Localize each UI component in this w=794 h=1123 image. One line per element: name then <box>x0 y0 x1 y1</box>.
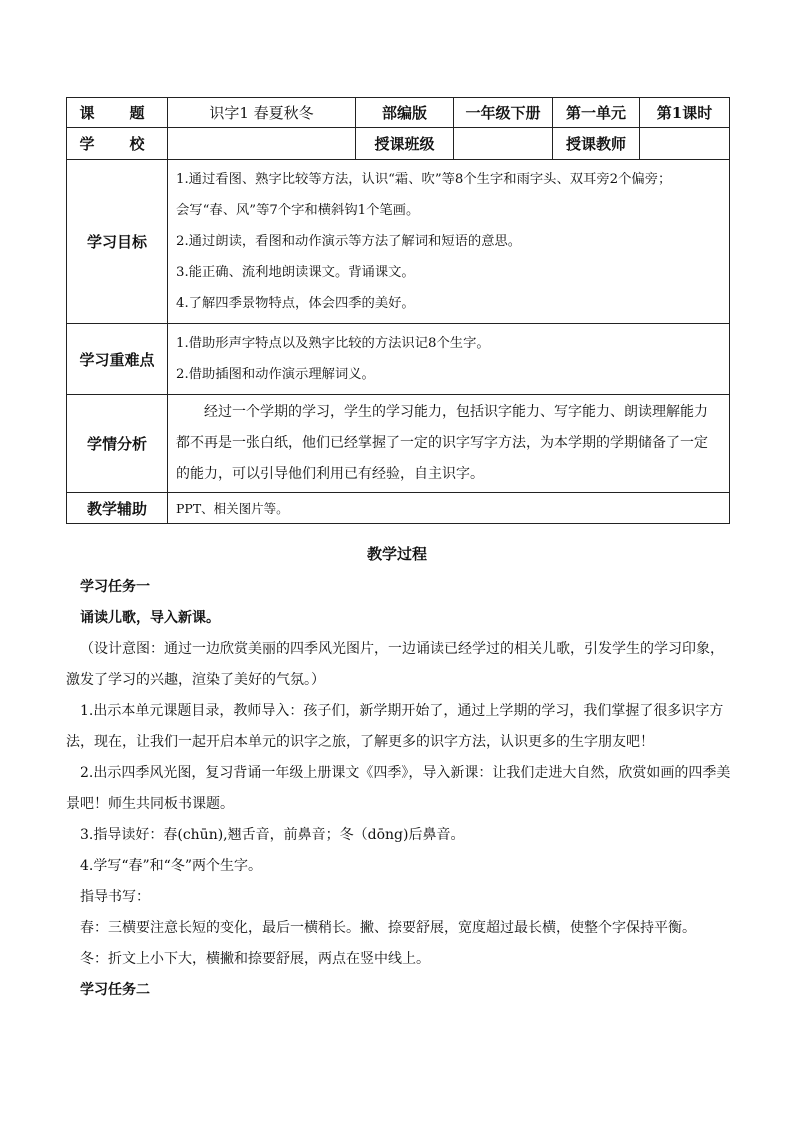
aids-text: PPT、相关图片等。 <box>168 493 730 524</box>
table-row-topic <box>67 98 730 128</box>
lesson-plan-table <box>66 97 730 524</box>
key-point-line: 2.借助插图和动作演示理解词义。 <box>176 367 375 382</box>
teacher-label: 授课教师 <box>553 128 640 160</box>
step-1: 1.出示本单元课题目录，教师导入：孩子们，新学期开始了，通过上学期的学习，我们掌握了很多识字方法，现在，让我们一起开启本单元的识字之旅，了解更多的识字方法，认识更多的生字朋友吧！ <box>66 703 724 750</box>
objective-line: 4.了解四季景物特点，体会四季的美好。 <box>176 296 415 311</box>
topic-label: 课 题 <box>67 98 168 128</box>
objective-line: 3.能正确、流利地朗读课文。背诵课文。 <box>176 265 415 280</box>
teacher-value <box>640 128 730 160</box>
step-2: 2.出示四季风光图，复习背诵一年级上册课文《四季》，导入新课：让我们走进大自然，欣赏如画的四季美景吧！师生共同板书课题。 <box>66 765 731 812</box>
objective-line: 1.通过看图、熟字比较等方法，认识“霜、吹”等8个生字和雨字头、双耳旁2个偏旁； <box>176 172 672 187</box>
school-label: 学 校 <box>67 128 168 160</box>
topic-value: 识字1 春夏秋冬 <box>168 98 356 128</box>
table-row-school <box>67 128 730 160</box>
table-row-analysis <box>67 395 730 493</box>
school-value <box>168 128 356 160</box>
task1-heading: 学习任务一 <box>80 579 150 595</box>
table-row-key-points <box>67 324 730 395</box>
objectives-content <box>168 160 730 324</box>
analysis-label: 学情分析 <box>67 395 168 493</box>
edition: 部编版 <box>356 98 454 128</box>
class-label: 授课班级 <box>356 128 454 160</box>
key-point-line: 1.借助形声字特点以及熟字比较的方法识记8个生字。 <box>176 336 490 351</box>
table-row-objectives <box>67 160 730 324</box>
task1-subheading: 诵读儿歌，导入新课。 <box>80 610 220 626</box>
process-body <box>66 572 731 1006</box>
table-row-aids <box>67 493 730 524</box>
objectives-label: 学习目标 <box>67 160 168 324</box>
key-points-label: 学习重难点 <box>67 324 168 395</box>
guide-dong: 冬：折文上小下大，横撇和捺要舒展，两点在竖中线上。 <box>80 951 430 967</box>
process-title: 教学过程 <box>366 545 427 563</box>
period: 第1课时 <box>640 98 730 128</box>
aids-label: 教学辅助 <box>67 493 168 524</box>
grade: 一年级下册 <box>454 98 553 128</box>
guide-chun: 春：三横要注意长短的变化，最后一横稍长。撇、捺要舒展，宽度超过最长横，使整个字保持平衡。 <box>80 920 696 936</box>
guide-label: 指导书写： <box>80 889 150 905</box>
key-points-content <box>168 324 730 395</box>
analysis-text: 经过一个学期的学习，学生的学习能力，包括识字能力、写字能力、朗读理解能力都不再是一张白纸，他们已经掌握了一定的识字写字方法，为本学期的学期储备了一定的能力，可以引导他们利用已有经验，自主识字。 <box>168 395 730 493</box>
objective-line: 会写“春、风”等7个字和横斜钩1个笔画。 <box>176 203 420 218</box>
task2-heading: 学习任务二 <box>80 982 150 998</box>
unit: 第一单元 <box>553 98 640 128</box>
step-4: 4.学写“春”和“冬”两个生字。 <box>80 858 262 874</box>
objective-line: 2.通过朗读，看图和动作演示等方法了解词和短语的意思。 <box>176 234 522 249</box>
class-value <box>454 128 553 160</box>
step-3: 3.指导读好：春(chūn),翘舌音，前鼻音；冬（dōng)后鼻音。 <box>80 827 465 843</box>
design-intent: （设计意图：通过一边欣赏美丽的四季风光图片，一边诵读已经学过的相关儿歌，引发学生的学习印象，激发了学习的兴趣，渲染了美好的气氛。） <box>66 641 724 688</box>
